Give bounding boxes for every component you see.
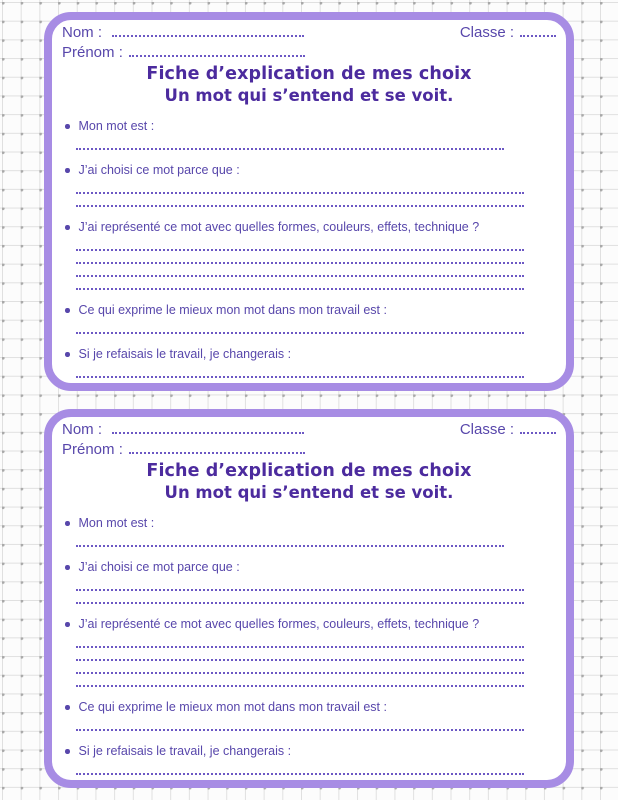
bullet-item [62,616,556,632]
bullet-dot-icon [65,308,70,313]
bullet-item [62,346,556,362]
name-class-row [62,421,556,441]
bullet-label: J’ai représenté ce mot avec quelles formes, couleurs, effets, technique ? [78,220,480,234]
answer-line [76,674,524,687]
bullet-item [62,559,556,575]
section-would-change [62,743,556,775]
answer-line [76,238,524,251]
form-subtitle: Un mot qui s’entend et se voit. [164,483,454,502]
bullet-dot-icon [65,565,70,570]
bullet-item [62,162,556,178]
section-representation [62,616,556,687]
answer-line [76,648,524,661]
answer-lines [62,181,556,207]
name-fill-line [112,24,304,37]
answer-lines [62,321,556,334]
section-why-chosen [62,162,556,207]
bullet-label: J’ai choisi ce mot parce que : [78,560,240,574]
bullet-item [62,699,556,715]
class-fill-line [520,421,556,434]
firstname-label: Prénom : [62,441,123,458]
bullet-label: Mon mot est : [78,516,155,530]
bullet-label: Ce qui exprime le mieux mon mot dans mon travail est : [78,700,387,714]
bullet-label: J’ai choisi ce mot parce que : [78,163,240,177]
bullet-dot-icon [65,521,70,526]
bullet-dot-icon [65,622,70,627]
form-title: Fiche d’explication de mes choix [146,461,472,481]
firstname-fill-line [129,44,305,57]
answer-line [76,137,504,150]
section-why-chosen [62,559,556,604]
answer-line [76,277,524,290]
answer-lines [62,365,556,378]
bullet-dot-icon [65,705,70,710]
bullet-dot-icon [65,124,70,129]
answer-lines [62,137,556,150]
bullet-item [62,743,556,759]
firstname-row [62,44,556,64]
section-representation [62,219,556,290]
answer-lines [62,578,556,604]
class-label: Classe : [459,24,514,41]
answer-lines [62,718,556,731]
section-my-word [62,118,556,150]
form-subtitle: Un mot qui s’entend et se voit. [164,86,454,105]
name-fill-line [112,421,304,434]
answer-line [76,321,524,334]
answer-line [76,194,524,207]
answer-line [76,264,524,277]
section-best-expression [62,302,556,334]
bullet-dot-icon [65,749,70,754]
answer-line [76,762,524,775]
bullet-label: Si je refaisais le travail, je changerais : [78,744,292,758]
bullet-label: Mon mot est : [78,119,155,133]
section-my-word [62,515,556,547]
form-card-top [44,12,574,391]
answer-lines [62,238,556,290]
answer-line [76,365,524,378]
bullet-item [62,219,556,235]
firstname-fill-line [129,441,305,454]
bullet-label: J’ai représenté ce mot avec quelles formes, couleurs, effets, technique ? [78,617,480,631]
form-title: Fiche d’explication de mes choix [146,64,472,84]
answer-line [76,591,524,604]
bullet-label: Si je refaisais le travail, je changerais : [78,347,292,361]
bullet-label: Ce qui exprime le mieux mon mot dans mon travail est : [78,303,387,317]
answer-line [76,251,524,264]
answer-line [76,578,524,591]
bullet-item [62,515,556,531]
answer-line [76,661,524,674]
answer-lines [62,762,556,775]
bullet-item [62,302,556,318]
answer-lines [62,534,556,547]
form-card-bottom [44,409,574,788]
answer-line [76,635,524,648]
answer-line [76,534,504,547]
bullet-dot-icon [65,168,70,173]
answer-lines [62,635,556,687]
bullet-dot-icon [65,225,70,230]
bullet-dot-icon [65,352,70,357]
class-label: Classe : [459,421,514,438]
firstname-label: Prénom : [62,44,123,61]
firstname-row [62,441,556,461]
bullet-item [62,118,556,134]
section-would-change [62,346,556,378]
class-fill-line [520,24,556,37]
section-best-expression [62,699,556,731]
name-class-row [62,24,556,44]
answer-line [76,181,524,194]
name-label: Nom : [62,421,103,438]
answer-line [76,718,524,731]
name-label: Nom : [62,24,103,41]
